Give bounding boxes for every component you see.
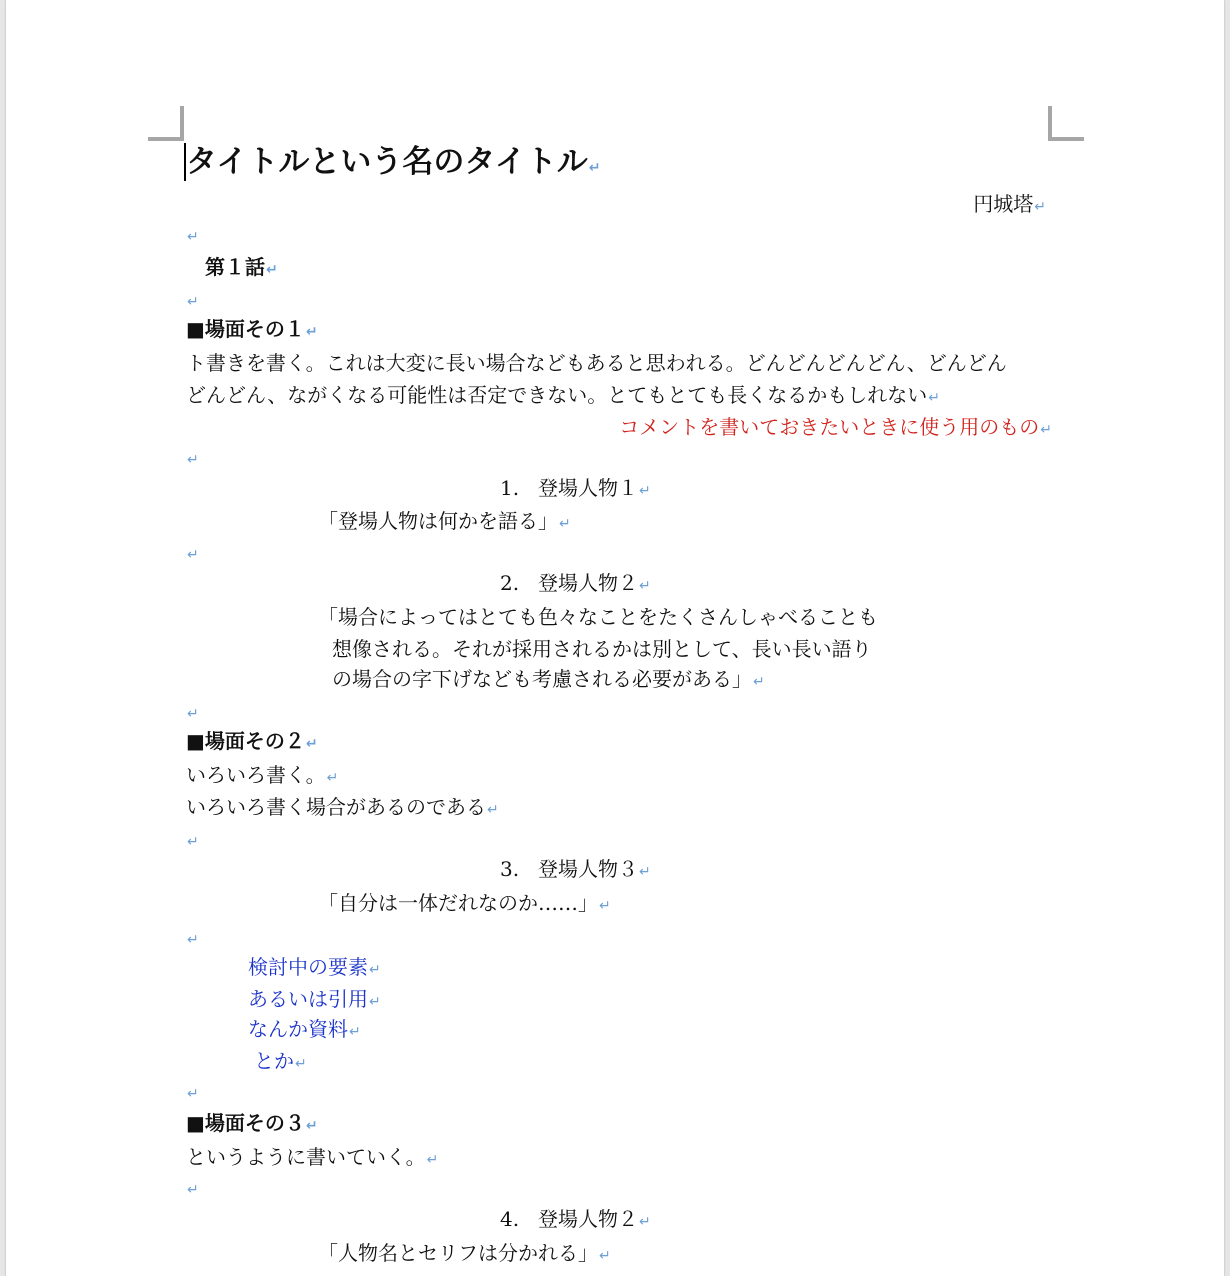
stage-direction-line-2[interactable]: どんどん、ながくなる可能性は否定できない。とてもとても長くなるかもしれない↵ bbox=[186, 383, 940, 407]
paragraph-mark-icon: ↵ bbox=[559, 516, 571, 532]
paragraph-mark-icon: ↵ bbox=[369, 994, 381, 1010]
paragraph-mark-icon: ↵ bbox=[187, 932, 199, 948]
paragraph-mark-icon: ↵ bbox=[349, 1024, 361, 1040]
note-line[interactable]: あるいは引用↵ bbox=[248, 987, 381, 1011]
note-line[interactable]: とか↵ bbox=[254, 1049, 307, 1073]
paragraph-mark-icon: ↵ bbox=[187, 1086, 199, 1102]
scene-heading-2[interactable]: ■場面その２↵ bbox=[186, 729, 318, 753]
paragraph-mark-icon: ↵ bbox=[187, 452, 199, 468]
paragraph-mark-icon: ↵ bbox=[1040, 422, 1052, 438]
paragraph-mark-icon: ↵ bbox=[639, 578, 651, 594]
paragraph-mark-icon: ↵ bbox=[187, 547, 199, 563]
character-name-3[interactable]: 3. 登場人物３↵ bbox=[500, 857, 651, 881]
note-line[interactable]: 検討中の要素↵ bbox=[248, 955, 381, 979]
paragraph-mark-icon: ↵ bbox=[326, 770, 339, 786]
paragraph-mark-icon: ↵ bbox=[753, 674, 765, 690]
paragraph-mark-icon: ↵ bbox=[426, 1152, 439, 1168]
paragraph-mark-icon: ↵ bbox=[295, 1056, 307, 1072]
paragraph-mark-icon: ↵ bbox=[305, 1118, 318, 1134]
dialogue-2-line-2[interactable]: 想像される。それが採用されるかは別として、長い長い語り bbox=[332, 637, 872, 661]
empty-paragraph[interactable] bbox=[186, 1075, 1066, 1110]
paragraph-mark-icon: ↵ bbox=[187, 706, 199, 722]
scene-2-text-line-1[interactable]: いろいろ書く。↵ bbox=[186, 763, 339, 787]
character-name-4[interactable]: 4. 登場人物２↵ bbox=[500, 1207, 651, 1231]
author-line[interactable]: 円城塔↵ bbox=[973, 192, 1046, 216]
episode-heading[interactable]: 第１話↵ bbox=[205, 255, 278, 279]
paragraph-mark-icon: ↵ bbox=[187, 229, 199, 245]
note-line[interactable]: なんか資料↵ bbox=[248, 1017, 361, 1041]
paragraph-mark-icon: ↵ bbox=[1034, 199, 1046, 215]
paragraph-mark-icon: ↵ bbox=[187, 834, 199, 850]
scene-3-text-line-1[interactable]: というように書いていく。↵ bbox=[186, 1145, 439, 1169]
character-name-1[interactable]: 1. 登場人物１↵ bbox=[500, 476, 651, 500]
paragraph-mark-icon: ↵ bbox=[369, 962, 381, 978]
scene-heading-3[interactable]: ■場面その３↵ bbox=[186, 1111, 318, 1135]
empty-paragraph[interactable] bbox=[186, 441, 1066, 476]
stage-direction-line-1[interactable]: ト書きを書く。これは大変に長い場合などもあると思われる。どんどんどんどん、どんどん bbox=[186, 351, 1007, 375]
dialogue-4[interactable]: 「人物名とセリフは分かれる」↵ bbox=[318, 1241, 611, 1265]
comment-line[interactable]: コメントを書いておきたいときに使う用のもの↵ bbox=[619, 415, 1052, 439]
paragraph-mark-icon: ↵ bbox=[305, 736, 318, 752]
empty-paragraph[interactable] bbox=[186, 536, 1066, 571]
scene-2-text-line-2[interactable]: いろいろ書く場合があるのである↵ bbox=[186, 795, 499, 819]
dialogue-2-line-3[interactable]: の場合の字下げなども考慮される必要がある」↵ bbox=[332, 667, 765, 691]
margin-corner-top-left bbox=[148, 106, 184, 141]
character-name-2[interactable]: 2. 登場人物２↵ bbox=[500, 571, 651, 595]
margin-corner-top-right bbox=[1048, 106, 1084, 141]
empty-paragraph[interactable] bbox=[186, 1171, 1066, 1206]
document-page[interactable] bbox=[6, 0, 1224, 1276]
paragraph-mark-icon: ↵ bbox=[187, 294, 199, 310]
paragraph-mark-icon: ↵ bbox=[639, 864, 651, 880]
paragraph-mark-icon: ↵ bbox=[266, 262, 278, 278]
paragraph-mark-icon: ↵ bbox=[928, 390, 940, 406]
document-title[interactable]: タイトルという名のタイトル↵ bbox=[186, 144, 601, 180]
empty-paragraph[interactable] bbox=[186, 218, 1066, 253]
paragraph-mark-icon: ↵ bbox=[639, 1214, 651, 1230]
dialogue-1[interactable]: 「登場人物は何かを語る」↵ bbox=[318, 509, 571, 533]
dialogue-3[interactable]: 「自分は一体だれなのか……」↵ bbox=[318, 891, 611, 915]
paragraph-mark-icon: ↵ bbox=[305, 324, 318, 340]
paragraph-mark-icon: ↵ bbox=[588, 160, 601, 176]
paragraph-mark-icon: ↵ bbox=[599, 1248, 611, 1264]
paragraph-mark-icon: ↵ bbox=[487, 802, 499, 818]
paragraph-mark-icon: ↵ bbox=[187, 1182, 199, 1198]
paragraph-mark-icon: ↵ bbox=[639, 483, 651, 499]
dialogue-2-line-1[interactable]: 「場合によってはとても色々なことをたくさんしゃべることも bbox=[318, 605, 878, 629]
scene-heading-1[interactable]: ■場面その１↵ bbox=[186, 317, 318, 341]
paragraph-mark-icon: ↵ bbox=[599, 898, 611, 914]
